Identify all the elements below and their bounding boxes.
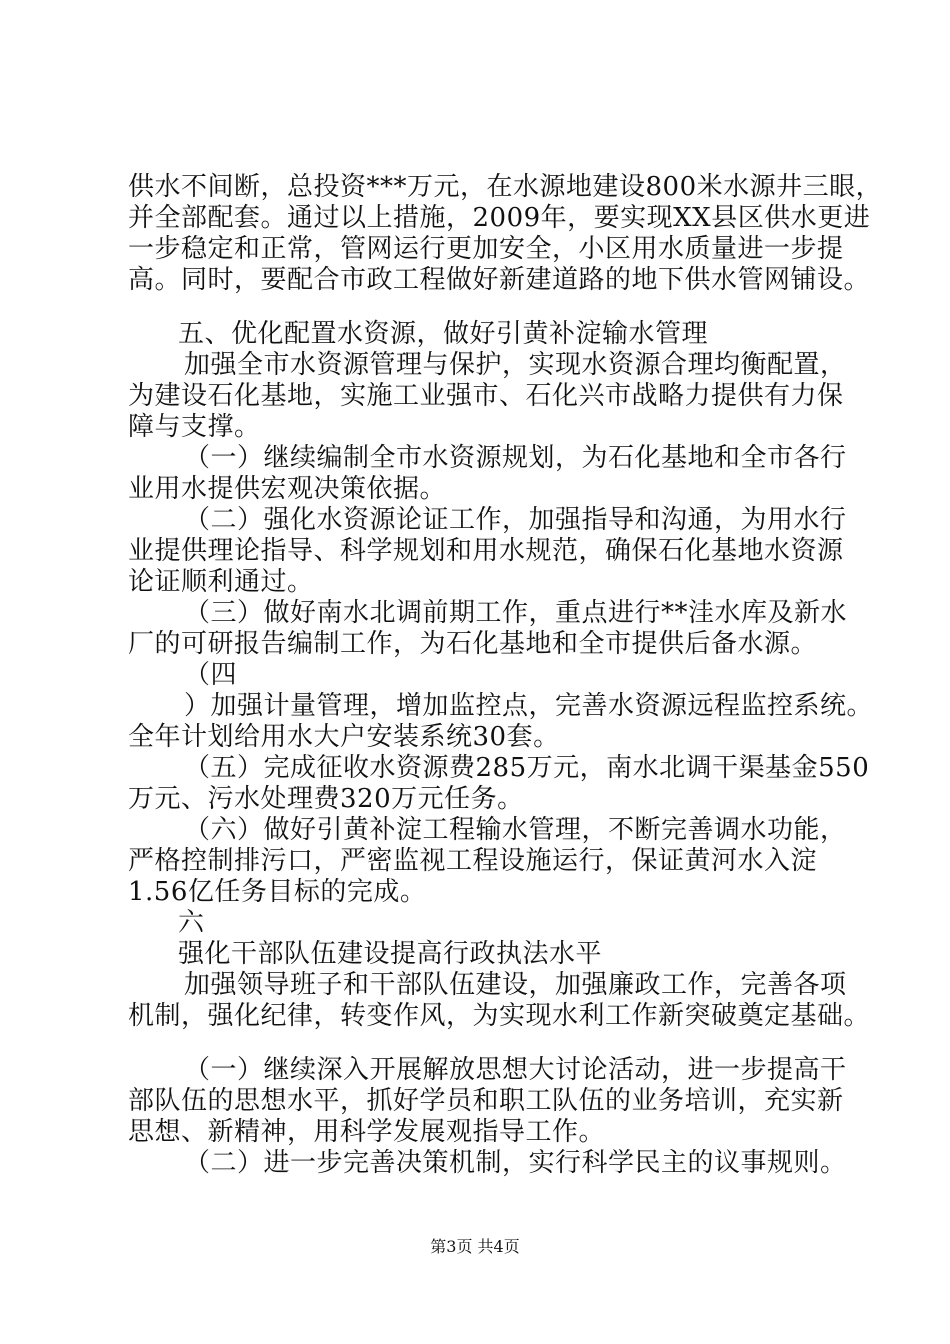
text-line-21: （六）做好引黄补淀工程输水管理，不断完善调水功能， <box>184 815 847 845</box>
text-line-29: 部队伍的思想水平，抓好学员和职工队伍的业务培训，充实新 <box>128 1086 844 1116</box>
text-line-27: 机制，强化纪律，转变作风，为实现水利工作新突破奠定基础。 <box>128 1001 871 1031</box>
text-line-11: （二）强化水资源论证工作，加强指导和沟通，为用水行 <box>184 505 847 535</box>
text-line-16: （四 <box>184 660 238 690</box>
text-line-23: 1.56亿任务目标的完成。 <box>128 877 427 907</box>
text-line-28: （一）继续深入开展解放思想大讨论活动，进一步提高干 <box>184 1055 847 1085</box>
text-line-3: 一步稳定和正常，管网运行更加安全，小区用水质量进一步提 <box>128 234 844 264</box>
text-line-6: 加强全市水资源管理与保护，实现水资源合理均衡配置， <box>184 350 847 380</box>
text-line-4: 高。同时，要配合市政工程做好新建道路的地下供水管网铺设。 <box>128 265 871 295</box>
text-line-20: 万元、污水处理费320万元任务。 <box>128 784 524 814</box>
text-line-19: （五）完成征收水资源费285万元，南水北调干渠基金550 <box>184 753 870 783</box>
text-line-14: （三）做好南水北调前期工作，重点进行**洼水库及新水 <box>184 598 848 628</box>
text-line-30: 思想、新精神，用科学发展观指导工作。 <box>128 1117 606 1147</box>
text-line-12: 业提供理论指导、科学规划和用水规范，确保石化基地水资源 <box>128 536 844 566</box>
text-line-2: 并全部配套。通过以上措施，2009年，要实现XX县区供水更进 <box>128 203 871 233</box>
text-line-1: 供水不间断，总投资***万元，在水源地建设800米水源井三眼， <box>128 172 883 202</box>
section-number-6: 六 <box>178 908 205 938</box>
page-footer: 第3页 共4页 <box>430 1237 520 1256</box>
text-line-7: 为建设石化基地，实施工业强市、石化兴市战略力提供有力保 <box>128 381 844 411</box>
text-line-10: 业用水提供宏观决策依据。 <box>128 474 447 504</box>
text-line-9: （一）继续编制全市水资源规划，为石化基地和全市各行 <box>184 443 847 473</box>
text-line-26: 加强领导班子和干部队伍建设，加强廉政工作，完善各项 <box>184 970 847 1000</box>
text-line-18: 全年计划给用水大户安装系统30套。 <box>128 722 560 752</box>
text-line-15: 厂的可研报告编制工作，为石化基地和全市提供后备水源。 <box>128 629 818 659</box>
text-line-17: ）加强计量管理，增加监控点，完善水资源远程监控系统。 <box>184 691 874 721</box>
text-line-31: （二）进一步完善决策机制，实行科学民主的议事规则。 <box>184 1148 847 1178</box>
section-heading-6: 强化干部队伍建设提高行政执法水平 <box>178 939 603 969</box>
text-line-8: 障与支撑。 <box>128 412 261 442</box>
text-line-22: 严格控制排污口，严密监视工程设施运行，保证黄河水入淀 <box>128 846 818 876</box>
text-line-13: 论证顺利通过。 <box>128 567 314 597</box>
section-heading-5: 五、优化配置水资源，做好引黄补淀输水管理 <box>178 319 709 349</box>
